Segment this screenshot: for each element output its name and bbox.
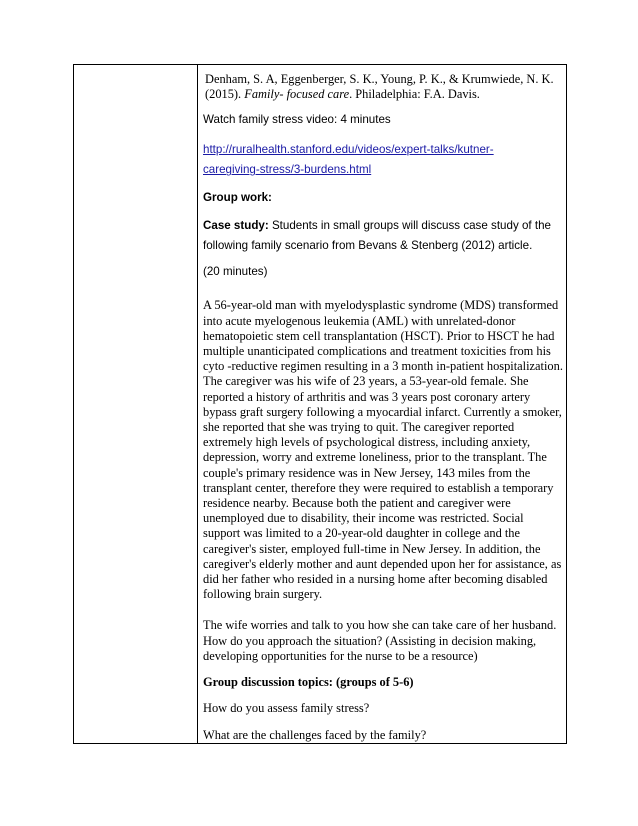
case-study-time: (20 minutes): [203, 265, 268, 279]
case-study-paragraph: [203, 216, 563, 256]
video-link-line-2[interactable]: caregiving-stress/3-burdens.html: [203, 163, 372, 177]
citation-publisher: . Philadelphia: F.A. Davis.: [349, 87, 480, 102]
discussion-question-1: How do you assess family stress?: [203, 701, 370, 716]
discussion-topics-heading: Group discussion topics: (groups of 5-6): [203, 675, 414, 690]
citation-authors: Denham, S. A, Eggenberger, S. K., Young, P. K., & Krumwiede, N. K.: [205, 72, 554, 86]
left-column-cell: [74, 65, 196, 743]
scenario-paragraph: A 56-year-old man with myelodysplastic syndrome (MDS) transformed into acute myelogenous leukemia (AML) with unrelated-donor hematopoietic stem cell transplantation (HSCT). Prior to HSCT he had multiple unanticipated complications and treatment toxicities from his cyto -reductive regimen resulting in a 3 month in-patient hospitalization. The caregiver was his wife of 23 years, a 53-year-old female. She reported a history of arthritis and was 3 years post coronary artery bypass graft surgery following a myocardial infarct. Currently a smoker, she reported that she was trying to quit. The caregiver reported extremely high levels of psychological distress, including anxiety, depression, worry and extreme loneliness, prior to the transplant. The couple's primary residence was in New Jersey, 143 miles from the transplant center, therefore they were required to establish a temporary residence nearby. Because both the patient and caregiver were unemployed due to disability, their income was restricted. Social support was limited to a 20-year-old daughter in college and the caregiver's sister, employed full-time in New Jersey. In addition, the caregiver's elderly mother and aunt depended upon her for assistance, as did her father who resided in a nursing home after becoming disabled following brain surgery.: [203, 298, 563, 602]
citation-year: (2015).: [205, 87, 242, 102]
reference-citation: [203, 72, 563, 102]
case-study-label: Case study:: [203, 219, 269, 233]
column-divider: [197, 64, 198, 744]
video-instruction: Watch family stress video: 4 minutes: [203, 113, 391, 127]
right-column-cell: [203, 72, 563, 744]
citation-title: Family- focused care: [244, 87, 350, 102]
case-study-text: Students in small groups will discuss case study of the following family scenario from Bevans & Stenberg (2012) article.: [203, 219, 551, 253]
video-link[interactable]: [203, 140, 563, 180]
wife-scenario-paragraph: The wife worries and talk to you how she can take care of her husband. How do you approach the situation? (Assisting in decision making, developing opportunities for the nurse to be a resource): [203, 618, 557, 663]
video-link-line-1[interactable]: http://ruralhealth.stanford.edu/videos/expert-talks/kutner-: [203, 143, 494, 157]
group-work-heading: Group work:: [203, 191, 272, 205]
discussion-question-2: What are the challenges faced by the family?: [203, 728, 427, 743]
